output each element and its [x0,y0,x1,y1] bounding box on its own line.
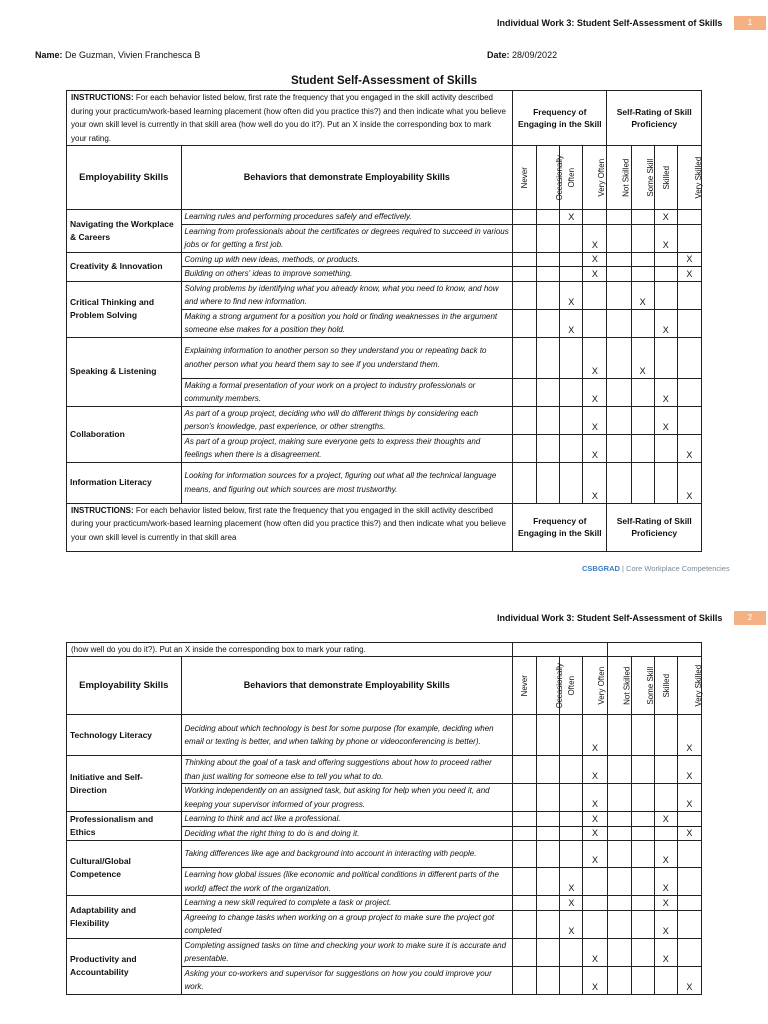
rating-cell-some-skill[interactable]: X [631,337,654,378]
rating-cell-not-skilled[interactable] [607,784,631,812]
rating-cell-occasionally[interactable] [537,337,560,378]
rating-cell-often[interactable] [560,224,583,252]
column-header-very-skilled [677,146,701,210]
rating-cell-never[interactable] [513,841,537,868]
rating-cell-very-skilled[interactable] [677,938,701,966]
rating-cell-often[interactable] [560,715,583,756]
self-rating-header: Self-Rating of Skill Proficiency [607,91,702,146]
column-header-label: Occasionally [555,154,565,201]
behavior-text: Thinking about the goal of a task and offering suggestions about how to proceed rather than just waiting for someone else to tell you what to do. [181,756,513,784]
rating-cell-occasionally[interactable] [537,966,560,994]
page-header-title: Individual Work 3: Student Self-Assessment of Skills [497,18,723,28]
behavior-text: Deciding what the right thing to do is and doing it. [181,826,513,841]
page-number-badge: 1 [734,16,766,30]
table-row [67,252,702,267]
rating-cell-some-skill[interactable] [631,267,654,282]
table-row [67,281,702,309]
rating-cell-skilled[interactable] [654,281,677,309]
skill-adaptability-and-flexibility: Adaptability and Flexibility [67,896,182,939]
rating-cell-very-often[interactable]: X [583,784,607,812]
column-header-occasionally [537,146,565,210]
rating-cell-some-skill[interactable] [631,462,654,503]
rating-cell-occasionally[interactable] [537,281,560,309]
rating-cell-often[interactable] [560,252,583,267]
rating-cell-some-skill[interactable] [631,210,654,225]
rating-cell-very-skilled[interactable] [677,896,701,911]
rating-cell-often[interactable] [560,406,583,434]
column-header-label: Very Skilled [693,664,703,707]
rating-cell-often[interactable] [560,378,583,406]
rating-cell-some-skill[interactable] [631,756,654,784]
skill-initiative-and-self-direction: Initiative and Self-Direction [67,756,182,812]
rating-cell-some-skill[interactable] [631,966,654,994]
rating-cell-skilled[interactable]: X [654,224,677,252]
rating-cell-often[interactable] [560,938,583,966]
rating-cell-never[interactable] [513,281,537,309]
rating-cell-very-often[interactable] [583,281,607,309]
rating-cell-very-often[interactable] [583,210,607,225]
rating-cell-skilled[interactable] [654,966,677,994]
column-header-not-skilled [607,657,631,715]
rating-cell-very-skilled[interactable]: X [677,756,701,784]
rating-cell-occasionally[interactable] [537,224,560,252]
behavior-text: Coming up with new ideas, methods, or products. [181,252,513,267]
column-header-label: Very Often [597,666,607,705]
table-row [67,841,702,868]
instructions-text: For each behavior listed below, first rate the frequency that you engaged in the skill activity described during your practicum/work-based learning placement (how often did you practice this?) and then indicate what you believe your own skill level is currently in that skill area [71,505,506,542]
rating-cell-often[interactable] [560,337,583,378]
rating-cell-very-often[interactable] [583,868,607,896]
rating-cell-very-skilled[interactable]: X [677,966,701,994]
behavior-text: Working independently on an assigned task, but asking for help when you need it, and keeping your supervisor informed of your progress. [181,784,513,812]
rating-cell-occasionally[interactable] [537,406,560,434]
rating-cell-very-skilled[interactable] [677,812,701,827]
rating-cell-skilled[interactable] [654,337,677,378]
behavior-text: Learning rules and performing procedures safely and effectively. [181,210,513,225]
behavior-text: Learning how global issues (like economic and political conditions in different parts of the world) affect the work of the organization. [181,868,513,896]
skill-technology-literacy: Technology Literacy [67,715,182,756]
rating-cell-some-skill[interactable] [631,434,654,462]
name-row [35,50,200,60]
student-name: De Guzman, Vivien Franchesca B [65,50,201,60]
column-header-label: Some Skill [645,666,655,705]
rating-cell-very-often[interactable]: X [583,462,607,503]
rating-cell-often[interactable] [560,267,583,282]
column-header-some-skill [631,146,654,210]
instructions-repeat [67,503,513,551]
behavior-text: Deciding about which technology is best for some purpose (for example, deciding when email or texting is better, and when talking by phone or videoconferencing is better). [181,715,513,756]
rating-cell-never[interactable] [513,267,537,282]
behavior-text: Completing assigned tasks on time and checking your work to make sure it is accurate and presentable. [181,938,513,966]
rating-cell-very-often[interactable] [583,910,607,938]
rating-cell-not-skilled[interactable] [607,868,631,896]
date-row [487,50,557,60]
rating-cell-never[interactable] [513,252,537,267]
rating-cell-not-skilled[interactable] [607,826,631,841]
rating-cell-often[interactable]: X [560,281,583,309]
rating-cell-very-often[interactable]: X [583,252,607,267]
rating-cell-some-skill[interactable] [631,224,654,252]
rating-cell-never[interactable] [513,812,537,827]
rating-cell-very-often[interactable]: X [583,756,607,784]
rating-cell-very-skilled[interactable] [677,910,701,938]
rating-cell-skilled[interactable]: X [654,868,677,896]
rating-cell-very-often[interactable]: X [583,841,607,868]
rating-cell-occasionally[interactable] [537,434,560,462]
rating-cell-never[interactable] [513,462,537,503]
rating-cell-skilled[interactable] [654,756,677,784]
rating-cell-some-skill[interactable] [631,252,654,267]
column-header-occasionally [537,657,565,715]
column-header-label: Skilled [661,165,671,190]
skill-creativity-innovation: Creativity & Innovation [67,252,182,281]
behavior-text: Solving problems by identifying what you already know, what you need to know, and how and where to find new information. [181,281,513,309]
rating-cell-not-skilled[interactable] [607,210,631,225]
rating-cell-very-skilled[interactable] [677,281,701,309]
column-header-some-skill [631,657,654,715]
rating-cell-often[interactable] [560,826,583,841]
instructions-label: INSTRUCTIONS: [71,505,134,515]
rating-cell-never[interactable] [513,309,537,337]
column-header-label: Some Skill [645,158,655,197]
rating-cell-never[interactable] [513,210,537,225]
rating-cell-skilled[interactable]: X [654,896,677,911]
rating-cell-very-skilled[interactable]: X [677,462,701,503]
rating-cell-occasionally[interactable] [537,938,560,966]
skill-critical-thinking-and-problem-solving: Critical Thinking and Problem Solving [67,281,182,337]
rating-cell-skilled[interactable] [654,784,677,812]
rating-cell-occasionally[interactable] [537,267,560,282]
rating-cell-some-skill[interactable] [631,868,654,896]
frequency-header: Frequency of Engaging in the Skill [513,91,607,146]
rating-cell-occasionally[interactable] [537,309,560,337]
rating-cell-often[interactable] [560,756,583,784]
rating-cell-very-often[interactable]: X [583,938,607,966]
behavior-text: Learning from professionals about the certificates or degrees required to succeed in various jobs or for getting a first job. [181,224,513,252]
rating-cell-very-skilled[interactable] [677,378,701,406]
rating-cell-some-skill[interactable] [631,784,654,812]
employability-header: Employability Skills [67,657,182,715]
skills-table-page1 [66,90,702,552]
rating-cell-very-skilled[interactable] [677,868,701,896]
rating-cell-very-skilled[interactable] [677,406,701,434]
rating-cell-very-skilled[interactable] [677,841,701,868]
rating-cell-very-skilled[interactable]: X [677,267,701,282]
rating-cell-never[interactable] [513,826,537,841]
rating-cell-very-often[interactable]: X [583,812,607,827]
skills-table-page2 [66,642,702,995]
self-rating-header-blank [607,643,702,657]
rating-cell-very-often[interactable]: X [583,406,607,434]
rating-cell-never[interactable] [513,910,537,938]
rating-cell-skilled[interactable] [654,462,677,503]
column-header-label: Never [519,674,529,697]
behavior-text: Asking your co-workers and supervisor for suggestions on how you could improve your work. [181,966,513,994]
rating-cell-occasionally[interactable] [537,868,560,896]
column-header-label: Often [566,675,576,696]
table-row [67,756,702,784]
rating-cell-not-skilled[interactable] [607,252,631,267]
rating-cell-occasionally[interactable] [537,462,560,503]
rating-cell-not-skilled[interactable] [607,966,631,994]
rating-cell-occasionally[interactable] [537,784,560,812]
rating-cell-very-often[interactable]: X [583,378,607,406]
rating-cell-never[interactable] [513,337,537,378]
skill-speaking-listening: Speaking & Listening [67,337,182,406]
rating-cell-occasionally[interactable] [537,910,560,938]
rating-cell-some-skill[interactable] [631,309,654,337]
rating-cell-occasionally[interactable] [537,210,560,225]
rating-cell-skilled[interactable]: X [654,406,677,434]
rating-cell-skilled[interactable]: X [654,210,677,225]
rating-cell-not-skilled[interactable] [607,267,631,282]
table-row [67,812,702,827]
rating-cell-some-skill[interactable] [631,715,654,756]
date-label: Date: [487,50,510,60]
column-header-label: Very Often [597,158,607,197]
rating-cell-very-skilled[interactable] [677,224,701,252]
column-header-label: Not Skilled [621,666,631,705]
rating-cell-often[interactable] [560,434,583,462]
document-title: Student Self-Assessment of Skills [291,75,477,87]
rating-cell-often[interactable]: X [560,896,583,911]
column-header-label: Very Skilled [693,156,703,199]
rating-cell-very-often[interactable]: X [583,966,607,994]
rating-cell-often[interactable]: X [560,309,583,337]
footer-brand: CSBGRAD [582,564,620,573]
skill-information-literacy: Information Literacy [67,462,182,503]
rating-cell-very-often[interactable]: X [583,267,607,282]
rating-cell-very-skilled[interactable]: X [677,784,701,812]
rating-cell-not-skilled[interactable] [607,462,631,503]
rating-cell-very-often[interactable]: X [583,337,607,378]
rating-cell-occasionally[interactable] [537,378,560,406]
column-header-label: Not Skilled [621,158,631,197]
table-row [67,406,702,434]
rating-cell-some-skill[interactable] [631,896,654,911]
rating-cell-some-skill[interactable]: X [631,281,654,309]
rating-cell-very-often[interactable] [583,309,607,337]
rating-cell-never[interactable] [513,938,537,966]
table-row [67,715,702,756]
rating-cell-skilled[interactable] [654,252,677,267]
rating-cell-often[interactable]: X [560,910,583,938]
rating-cell-never[interactable] [513,224,537,252]
rating-cell-never[interactable] [513,784,537,812]
table-row [67,462,702,503]
rating-cell-often[interactable] [560,812,583,827]
skill-productivity-and-accountability: Productivity and Accountability [67,938,182,994]
page2-number-badge: 2 [734,611,766,625]
column-header-label: Never [519,166,529,189]
rating-cell-not-skilled[interactable] [607,337,631,378]
rating-cell-never[interactable] [513,868,537,896]
rating-cell-never[interactable] [513,966,537,994]
behavior-text: Learning a new skill required to complete a task or project. [181,896,513,911]
behavior-text: Explaining information to another person so they understand you or repeating back to another person what you heard them say to see if you understand them. [181,337,513,378]
behavior-text: Making a strong argument for a position you hold or finding weaknesses in the argument someone else makes for a position they hold. [181,309,513,337]
rating-cell-never[interactable] [513,715,537,756]
behavior-text: As part of a group project, making sure everyone gets to express their thoughts and feelings when there is a disagreement. [181,434,513,462]
page2-header-title: Individual Work 3: Student Self-Assessment of Skills [497,613,723,623]
column-header-label: Occasionally [555,662,565,709]
rating-cell-some-skill[interactable] [631,378,654,406]
rating-cell-very-skilled[interactable]: X [677,715,701,756]
rating-cell-occasionally[interactable] [537,715,560,756]
rating-cell-not-skilled[interactable] [607,281,631,309]
behavior-text: Building on others' ideas to improve something. [181,267,513,282]
skill-professionalism-and-ethics: Professionalism and Ethics [67,812,182,841]
rating-cell-some-skill[interactable] [631,826,654,841]
column-header-never [513,146,537,210]
rating-cell-some-skill[interactable] [631,406,654,434]
rating-cell-some-skill[interactable] [631,812,654,827]
rating-cell-not-skilled[interactable] [607,896,631,911]
rating-cell-occasionally[interactable] [537,826,560,841]
rating-cell-occasionally[interactable] [537,841,560,868]
rating-cell-very-often[interactable]: X [583,715,607,756]
self-rating-header: Self-Rating of Skill Proficiency [607,503,702,551]
rating-cell-skilled[interactable]: X [654,841,677,868]
rating-cell-often[interactable] [560,841,583,868]
rating-cell-skilled[interactable]: X [654,938,677,966]
rating-cell-not-skilled[interactable] [607,812,631,827]
table-row [67,210,702,225]
table-row [67,337,702,378]
skill-collaboration: Collaboration [67,406,182,462]
behavior-text: Learning to think and act like a professional. [181,812,513,827]
behaviors-header: Behaviors that demonstrate Employability Skills [181,657,513,715]
rating-cell-skilled[interactable] [654,826,677,841]
rating-cell-very-skilled[interactable]: X [677,434,701,462]
instructions-continuation: (how well do you do it?). Put an X inside the corresponding box to mark your rating. [67,643,513,657]
column-header-very-skilled [677,657,701,715]
column-header-label: Often [566,167,576,188]
employability-header: Employability Skills [67,146,182,210]
rating-cell-skilled[interactable] [654,267,677,282]
skill-navigating-the-workplace-careers: Navigating the Workplace & Careers [67,210,182,253]
frequency-header-blank [513,643,607,657]
instructions-label: INSTRUCTIONS: [71,93,134,102]
rating-cell-some-skill[interactable] [631,910,654,938]
rating-cell-skilled[interactable] [654,715,677,756]
rating-cell-skilled[interactable]: X [654,378,677,406]
rating-cell-often[interactable] [560,966,583,994]
column-header-never [513,657,537,715]
rating-cell-very-skilled[interactable] [677,337,701,378]
behavior-text: Agreeing to change tasks when working on a group project to make sure the project got completed [181,910,513,938]
rating-cell-never[interactable] [513,406,537,434]
rating-cell-skilled[interactable]: X [654,812,677,827]
rating-cell-very-skilled[interactable] [677,210,701,225]
rating-cell-never[interactable] [513,896,537,911]
rating-cell-occasionally[interactable] [537,252,560,267]
rating-cell-not-skilled[interactable] [607,309,631,337]
rating-cell-skilled[interactable]: X [654,309,677,337]
rating-cell-not-skilled[interactable] [607,938,631,966]
behavior-text: As part of a group project, deciding who will do different things by considering each person's knowledge, past experience, or other strengths. [181,406,513,434]
rating-cell-occasionally[interactable] [537,756,560,784]
rating-cell-never[interactable] [513,434,537,462]
rating-cell-skilled[interactable]: X [654,910,677,938]
rating-cell-not-skilled[interactable] [607,715,631,756]
rating-cell-not-skilled[interactable] [607,841,631,868]
behaviors-header: Behaviors that demonstrate Employability Skills [181,146,513,210]
rating-cell-not-skilled[interactable] [607,224,631,252]
rating-cell-very-skilled[interactable] [677,309,701,337]
behavior-text: Taking differences like age and background into account in interacting with people. [181,841,513,868]
page-footer [582,564,730,573]
rating-cell-some-skill[interactable] [631,841,654,868]
rating-cell-very-often[interactable]: X [583,434,607,462]
rating-cell-not-skilled[interactable] [607,756,631,784]
name-label: Name: [35,50,63,60]
table-row [67,896,702,911]
rating-cell-occasionally[interactable] [537,812,560,827]
rating-cell-very-often[interactable]: X [583,224,607,252]
rating-cell-often[interactable] [560,784,583,812]
column-header-label: Skilled [661,673,671,698]
column-header-skilled [654,657,677,715]
rating-cell-very-skilled[interactable]: X [677,252,701,267]
behavior-text: Making a formal presentation of your work on a project to industry professionals or community members. [181,378,513,406]
rating-cell-not-skilled[interactable] [607,910,631,938]
footer-separator: | [619,564,627,573]
table-row [67,938,702,966]
footer-text: Core Workplace Competencies [626,564,730,573]
frequency-header: Frequency of Engaging in the Skill [513,503,607,551]
rating-cell-never[interactable] [513,378,537,406]
behavior-text: Looking for information sources for a project, figuring out what all the technical language means, and figuring out which sources are most trustworthy. [181,462,513,503]
rating-cell-never[interactable] [513,756,537,784]
rating-cell-very-often[interactable]: X [583,826,607,841]
skill-cultural-global-competence: Cultural/Global Competence [67,841,182,896]
column-header-very-often [583,657,607,715]
rating-cell-skilled[interactable] [654,434,677,462]
rating-cell-not-skilled[interactable] [607,378,631,406]
rating-cell-not-skilled[interactable] [607,434,631,462]
rating-cell-very-often[interactable] [583,896,607,911]
rating-cell-occasionally[interactable] [537,896,560,911]
rating-cell-some-skill[interactable] [631,938,654,966]
student-date: 28/09/2022 [512,50,558,60]
rating-cell-not-skilled[interactable] [607,406,631,434]
column-header-not-skilled [607,146,631,210]
instructions [67,91,513,146]
rating-cell-often[interactable]: X [560,868,583,896]
instructions-text: For each behavior listed below, first rate the frequency that you engaged in the skill activity described during your practicum/work-based learning placement (how often did you practice this?) and then indicate what you believe your own skill level is currently in that skill area (how well do you do it?). Put an X inside the corresponding box to mark your rating. [71,93,506,143]
rating-cell-often[interactable]: X [560,210,583,225]
rating-cell-often[interactable] [560,462,583,503]
rating-cell-very-skilled[interactable]: X [677,826,701,841]
column-header-very-often [583,146,607,210]
